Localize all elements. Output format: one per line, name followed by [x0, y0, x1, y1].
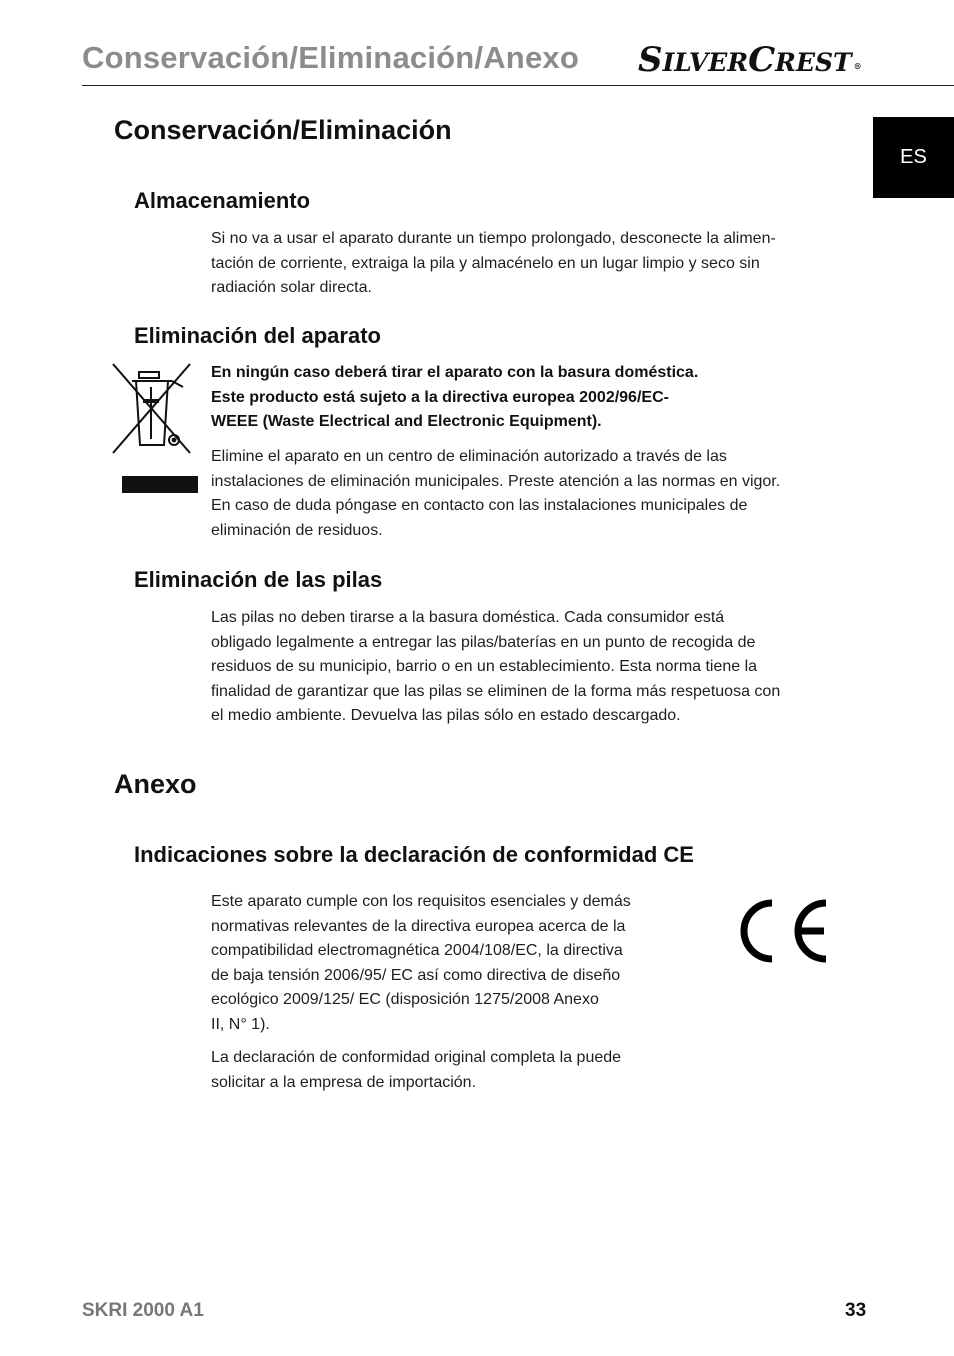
heading-almacenamiento: Almacenamiento [134, 188, 311, 213]
paragraph-eliminacion-aparato [211, 445, 780, 543]
registered-mark: ® [853, 61, 862, 71]
brand-part-ilver: ILVER [662, 48, 749, 77]
brand-logo [638, 40, 862, 83]
text-line: radiación solar directa. [211, 279, 372, 297]
text-line: ecológico 2009/125/ EC (disposición 1275/2008 Anexo [211, 991, 599, 1009]
heading-eliminacion-pilas: Eliminación de las pilas [134, 567, 383, 592]
text-line: de baja tensión 2006/95/ EC así como directiva de diseño [211, 966, 621, 984]
section-heading-conservacion: Conservación/Eliminación [114, 115, 452, 145]
text-line: obligado legalmente a entregar las pilas/baterías en un punto de recogida de [211, 633, 756, 651]
text-line: finalidad de garantizar que las pilas se eliminen de la forma más respetuosa con [211, 682, 781, 700]
paragraph-declaracion-ce [211, 890, 631, 1038]
text-line: II, N° 1). [211, 1015, 270, 1033]
text-line: el medio ambiente. Devuelva las pilas sólo en estado descargado. [211, 707, 681, 725]
text-line: residuos de su municipio, barrio o en un establecimiento. Esta norma tiene la [211, 658, 758, 676]
brand-letter-s: S [638, 40, 663, 80]
text-line: WEEE (Waste Electrical and Electronic Equipment). [211, 413, 602, 431]
language-code: ES [900, 146, 927, 168]
text-line: La declaración de conformidad original completa la puede [211, 1049, 622, 1066]
crossed-bin-icon [110, 361, 194, 466]
section-heading-anexo: Anexo [114, 769, 197, 799]
ce-mark-icon [732, 898, 832, 969]
text-line: En caso de duda póngase en contacto con las instalaciones municipales de [211, 497, 748, 515]
paragraph-declaracion-original [211, 1046, 621, 1095]
text-line: Este aparato cumple con los requisitos esenciales y demás [211, 893, 631, 910]
text-line: Las pilas no deben tirarse a la basura doméstica. Cada consumidor está [211, 609, 725, 626]
brand-part-rest: REST [775, 48, 852, 77]
text-line: instalaciones de eliminación municipales. Preste atención a las normas en vigor. [211, 472, 781, 490]
text-line: solicitar a la empresa de importación. [211, 1073, 477, 1091]
footer-model-number: SKRI 2000 A1 [82, 1300, 204, 1321]
text-line: tación de corriente, extraiga la pila y almacénelo en un lugar limpio y seco sin [211, 254, 760, 272]
paragraph-weee-warning [211, 361, 698, 435]
paragraph-eliminacion-pilas [211, 606, 780, 729]
paragraph-almacenamiento [211, 227, 776, 301]
language-tab [873, 117, 954, 198]
text-line: Si no va a usar el aparato durante un tiempo prolongado, desconecte la alimen- [211, 230, 776, 247]
heading-declaracion-ce: Indicaciones sobre la declaración de conformidad CE [134, 842, 694, 867]
brand-letter-c: C [748, 40, 776, 80]
weee-black-bar [122, 476, 198, 493]
text-line: eliminación de residuos. [211, 521, 383, 539]
text-line: compatibilidad electromagnética 2004/108/EC, la directiva [211, 942, 623, 960]
text-line: Elimine el aparato en un centro de eliminación autorizado a través de las [211, 448, 727, 465]
heading-eliminacion-aparato: Eliminación del aparato [134, 323, 381, 348]
header-divider [82, 85, 954, 86]
text-line: normativas relevantes de la directiva europea acerca de la [211, 917, 626, 935]
text-line: Este producto está sujeto a la directiva europea 2002/96/EC- [211, 388, 669, 406]
page-number: 33 [845, 1300, 867, 1321]
page-header-title: Conservación/Eliminación/Anexo [82, 40, 579, 75]
text-line: En ningún caso deberá tirar el aparato con la basura doméstica. [211, 364, 699, 381]
